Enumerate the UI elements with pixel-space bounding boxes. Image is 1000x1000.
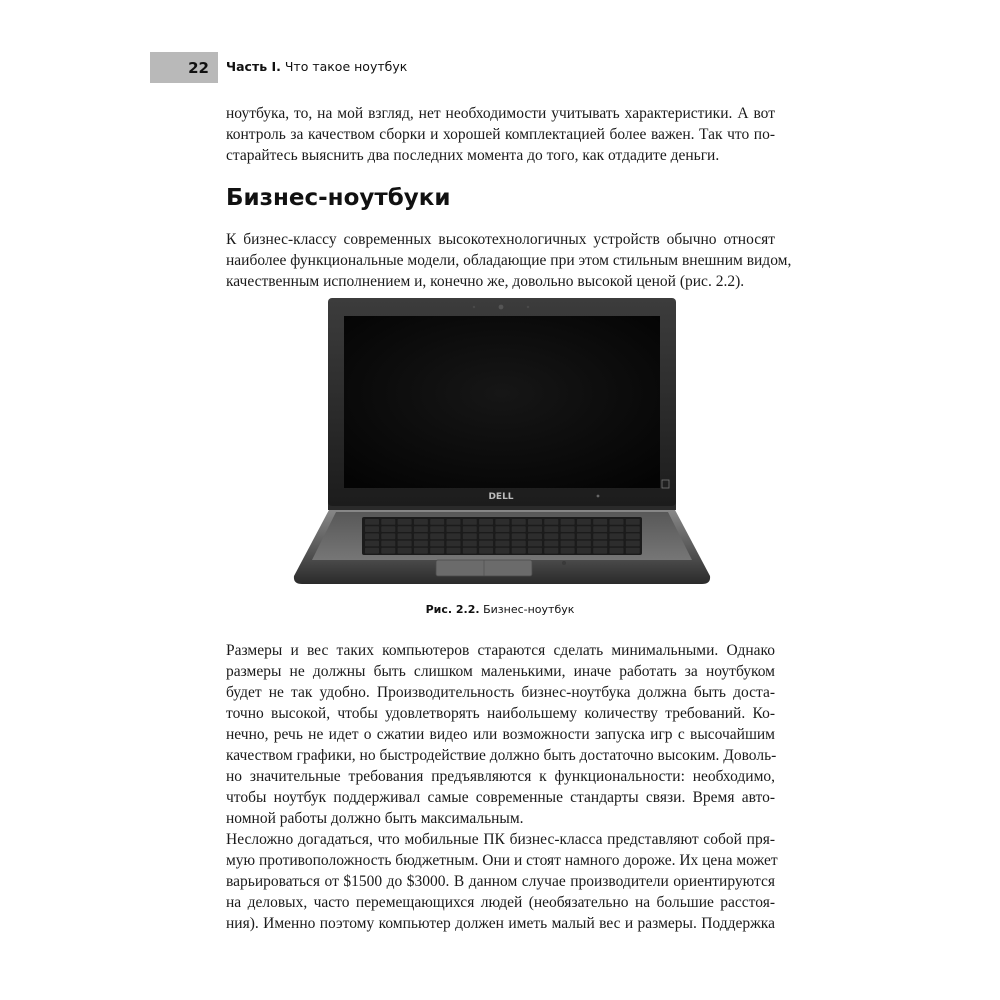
keyboard-key [447, 533, 461, 539]
keyboard-key [479, 519, 493, 525]
keyboard-key [381, 541, 395, 547]
keyboard-key [593, 541, 607, 547]
page-number-box [150, 52, 218, 83]
keyboard-key [495, 541, 509, 547]
text-line: Размеры и вес таких компьютеров стараются сделать минимальными. Однако [226, 642, 775, 659]
keyboard-key [381, 533, 395, 539]
page-number: 22 [188, 58, 209, 77]
section-intro-paragraph [226, 229, 792, 292]
dell-logo: DELL [488, 492, 514, 502]
keyboard-key [577, 533, 591, 539]
keyboard-key [479, 541, 493, 547]
keyboard-key [447, 548, 461, 554]
keyboard-key [626, 548, 640, 554]
keyboard-key [365, 526, 379, 532]
keyboard-key [544, 526, 558, 532]
keyboard-key [398, 526, 412, 532]
keyboard-key [414, 519, 428, 525]
keyboard-key [365, 519, 379, 525]
keyboard-key [463, 519, 477, 525]
keyboard-key [544, 548, 558, 554]
text-line: нечно, речь не идет о сжатии видео или возможности запуска игр с высочайшим [226, 726, 775, 743]
body-paragraph-2 [226, 829, 778, 934]
keyboard-key [479, 526, 493, 532]
keyboard-key [365, 541, 379, 547]
keyboard-key [528, 526, 542, 532]
keyboard-key [577, 526, 591, 532]
keyboard-key [381, 548, 395, 554]
keyboard-key [512, 533, 526, 539]
keyboard-key [447, 541, 461, 547]
keyboard-key [528, 548, 542, 554]
text-line: ноутбука, то, на мой взгляд, нет необходимости учитывать характеристики. А вот [226, 105, 775, 122]
keyboard-key [544, 519, 558, 525]
keyboard-key [430, 533, 444, 539]
text-line: но значительные требования предъявляются к функциональности: необходимо, [226, 768, 775, 785]
keyboard-key [528, 533, 542, 539]
keyboard-key [626, 533, 640, 539]
keyboard-key [365, 548, 379, 554]
caption-label: Рис. 2.2. [425, 603, 480, 616]
keyboard-key [577, 519, 591, 525]
body-paragraph-1 [226, 640, 775, 829]
section-heading: Бизнес-ноутбуки [226, 185, 451, 211]
keyboard-key [365, 533, 379, 539]
keyboard-key [593, 548, 607, 554]
keyboard-key [512, 548, 526, 554]
text-line: чтобы ноутбук поддерживал самые современные стандарты связи. Время авто- [226, 789, 775, 806]
keyboard-key [430, 526, 444, 532]
keyboard-key [381, 526, 395, 532]
keyboard-key [495, 548, 509, 554]
keyboard-key [463, 541, 477, 547]
text-line: на деловых, часто перемещающихся людей (необязательно на большие расстоя- [226, 894, 775, 911]
keyboard-key [463, 526, 477, 532]
keyboard-key [561, 541, 575, 547]
figure-caption [0, 603, 1000, 616]
caption-text: Бизнес-ноутбук [483, 603, 575, 616]
laptop-image [290, 298, 714, 586]
keyboard-key [512, 526, 526, 532]
keyboard-key [626, 541, 640, 547]
text-line: качеством графики, но быстродействие должно быть достаточно высоким. Доволь- [226, 747, 777, 764]
intro-paragraph [226, 103, 775, 166]
keyboard-key [610, 519, 624, 525]
keyboard-key [430, 519, 444, 525]
text-line: качественным исполнением и, конечно же, довольно высокой ценой (рис. 2.2). [226, 273, 745, 290]
keyboard-key [495, 526, 509, 532]
text-line: К бизнес-классу современных высокотехнологичных устройств обычно относят [226, 231, 775, 248]
text-line: точно высокой, чтобы удовлетворять наибольшему количеству требований. Ко- [226, 705, 775, 722]
text-line: варьироваться от $1500 до $3000. В данном случае производители ориентируются [226, 873, 775, 890]
keyboard-key [414, 533, 428, 539]
keyboard-key [430, 541, 444, 547]
keyboard-key [593, 519, 607, 525]
text-line: будет не так удобно. Производительность бизнес-ноутбука должна быть доста- [226, 684, 775, 701]
keyboard-key [577, 541, 591, 547]
keyboard-key [479, 548, 493, 554]
keyboard-key [398, 519, 412, 525]
text-line: Несложно догадаться, что мобильные ПК бизнес-класса представляют собой пря- [226, 831, 775, 848]
laptop-figure [290, 298, 714, 586]
running-head [226, 59, 407, 74]
keyboard-key [463, 548, 477, 554]
keyboard-key [561, 548, 575, 554]
keyboard-key [610, 548, 624, 554]
keyboard-key [495, 533, 509, 539]
text-line: контроль за качеством сборки и хорошей комплектацией более важен. Так что по- [226, 126, 775, 143]
keyboard-key [447, 526, 461, 532]
keyboard-key [430, 548, 444, 554]
text-line: наиболее функциональные модели, обладающие при этом стильным внешним видом, [226, 252, 792, 269]
keyboard-key [626, 519, 640, 525]
keyboard-key [398, 548, 412, 554]
keyboard-key [577, 548, 591, 554]
keyboard-key [381, 519, 395, 525]
keyboard-key [593, 533, 607, 539]
keyboard-key [398, 541, 412, 547]
keyboard-key [398, 533, 412, 539]
part-label: Часть I. [226, 59, 281, 74]
text-line: размеры не должны быть слишком маленькими, иначе работать за ноутбуком [226, 663, 775, 680]
keyboard-key [479, 533, 493, 539]
text-line: старайтесь выяснить два последних момента до того, как отдадите деньги. [226, 147, 720, 164]
keyboard-key [561, 533, 575, 539]
text-line: мую противоположность бюджетным. Они и стоят намного дороже. Их цена может [226, 852, 778, 869]
keyboard-key [593, 526, 607, 532]
keyboard-key [447, 519, 461, 525]
keyboard-key [512, 519, 526, 525]
keyboard-key [610, 533, 624, 539]
keyboard-key [610, 541, 624, 547]
text-line: ния). Именно поэтому компьютер должен иметь малый вес и размеры. Поддержка [226, 915, 775, 932]
keyboard-key [561, 526, 575, 532]
keyboard-key [561, 519, 575, 525]
keyboard-key [610, 526, 624, 532]
keyboard-key [544, 533, 558, 539]
keyboard-key [414, 541, 428, 547]
keyboard-key [414, 548, 428, 554]
part-title: Что такое ноутбук [284, 59, 408, 74]
keyboard-key [626, 526, 640, 532]
keyboard-key [544, 541, 558, 547]
keyboard-key [463, 533, 477, 539]
keyboard-key [528, 519, 542, 525]
keyboard-key [512, 541, 526, 547]
keyboard-key [414, 526, 428, 532]
keyboard-key [495, 519, 509, 525]
text-line: номной работы должно быть максимальным. [226, 810, 524, 827]
keyboard-key [528, 541, 542, 547]
